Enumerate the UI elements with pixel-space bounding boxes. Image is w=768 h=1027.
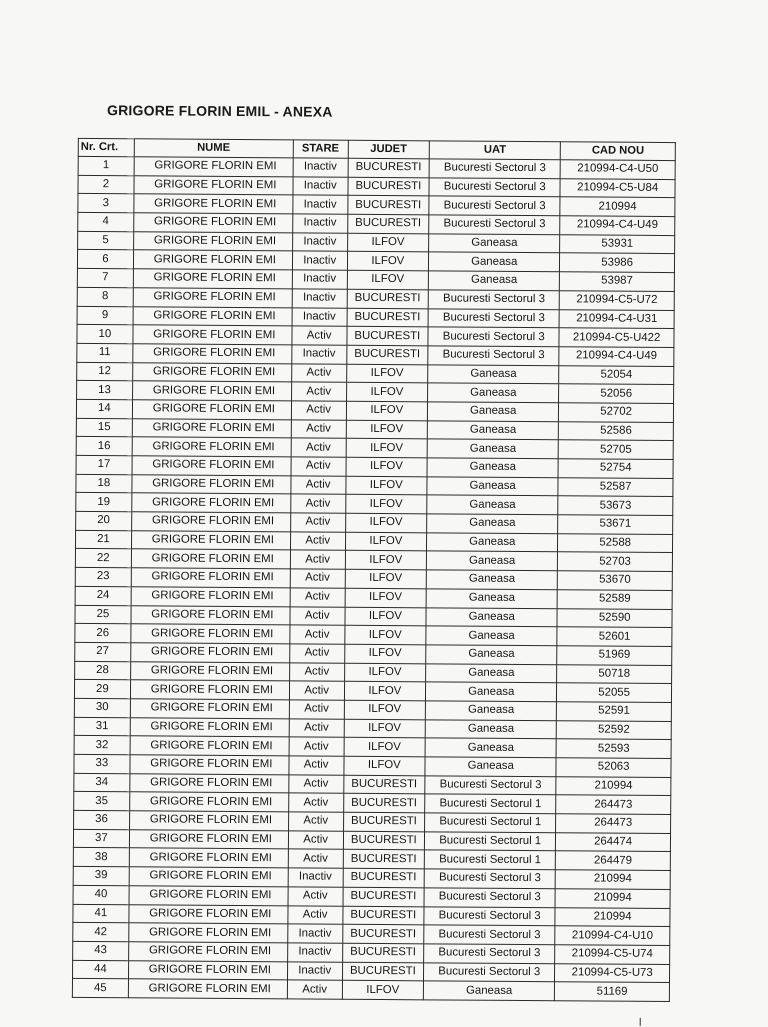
cell-judet: ILFOV bbox=[346, 364, 428, 383]
cell-uat: Bucuresti Sectorul 3 bbox=[429, 159, 560, 179]
cell-nr-crt: 34 bbox=[74, 773, 130, 792]
cell-uat: Bucuresti Sectorul 3 bbox=[424, 944, 555, 964]
header-cad-nou: CAD NOU bbox=[561, 142, 676, 161]
cell-uat: Ganeasa bbox=[425, 719, 556, 739]
cell-nr-crt: 3 bbox=[78, 194, 134, 213]
cell-cad-nou: 52703 bbox=[558, 552, 673, 571]
cell-cad-nou: 53987 bbox=[560, 272, 675, 291]
cell-nr-crt: 37 bbox=[73, 829, 129, 848]
cell-nume: GRIGORE FLORIN EMI bbox=[134, 194, 293, 214]
cell-cad-nou: 264473 bbox=[556, 814, 671, 833]
cell-nr-crt: 12 bbox=[77, 362, 133, 381]
cell-judet: ILFOV bbox=[345, 532, 427, 551]
cell-stare: Inactiv bbox=[288, 868, 343, 887]
cell-stare: Activ bbox=[289, 756, 344, 775]
cell-uat: Ganeasa bbox=[426, 663, 557, 683]
cell-cad-nou: 264479 bbox=[556, 851, 671, 870]
cell-uat: Ganeasa bbox=[426, 589, 557, 609]
cell-nume: GRIGORE FLORIN EMI bbox=[133, 250, 292, 270]
cell-judet: BUCURESTI bbox=[343, 775, 425, 794]
cell-uat: Bucuresti Sectorul 3 bbox=[424, 925, 555, 945]
cell-cad-nou: 52593 bbox=[556, 739, 671, 758]
cell-stare: Inactiv bbox=[287, 943, 342, 962]
cell-nume: GRIGORE FLORIN EMI bbox=[131, 549, 290, 569]
cell-cad-nou: 264474 bbox=[556, 832, 671, 851]
cell-nr-crt: 36 bbox=[74, 810, 130, 829]
cell-nume: GRIGORE FLORIN EMI bbox=[134, 175, 293, 195]
cell-judet: ILFOV bbox=[344, 663, 426, 682]
cell-stare: Inactiv bbox=[292, 289, 347, 308]
cell-stare: Inactiv bbox=[293, 177, 348, 196]
cell-uat: Ganeasa bbox=[425, 757, 556, 777]
cell-nr-crt: 27 bbox=[75, 642, 131, 661]
cell-nume: GRIGORE FLORIN EMI bbox=[133, 213, 292, 233]
cell-uat: Ganeasa bbox=[427, 551, 558, 571]
cell-cad-nou: 52588 bbox=[558, 534, 673, 553]
cell-uat: Bucuresti Sectorul 3 bbox=[428, 290, 559, 310]
cell-nr-crt: 21 bbox=[75, 530, 131, 549]
cell-uat: Ganeasa bbox=[426, 645, 557, 665]
cell-nume: GRIGORE FLORIN EMI bbox=[130, 699, 289, 719]
cell-nr-crt: 13 bbox=[77, 381, 133, 400]
cell-judet: BUCURESTI bbox=[348, 177, 430, 196]
cell-judet: BUCURESTI bbox=[342, 924, 424, 943]
cell-stare: Inactiv bbox=[287, 961, 342, 980]
cell-stare: Activ bbox=[291, 363, 346, 382]
cell-judet: BUCURESTI bbox=[343, 868, 425, 887]
cell-uat: Ganeasa bbox=[425, 738, 556, 758]
cell-uat: Ganeasa bbox=[426, 570, 557, 590]
cell-nume: GRIGORE FLORIN EMI bbox=[129, 867, 288, 887]
cell-cad-nou: 52754 bbox=[558, 459, 673, 478]
header-nr-crt: Nr. Crt. bbox=[78, 138, 134, 156]
cell-judet: ILFOV bbox=[345, 569, 427, 588]
cell-nr-crt: 38 bbox=[73, 848, 129, 867]
cell-nr-crt: 11 bbox=[77, 343, 133, 362]
cell-nume: GRIGORE FLORIN EMI bbox=[132, 362, 291, 382]
cell-nume: GRIGORE FLORIN EMI bbox=[129, 923, 288, 943]
cell-cad-nou: 210994-C5-U84 bbox=[560, 178, 675, 197]
cell-uat: Ganeasa bbox=[427, 514, 558, 534]
cell-nume: GRIGORE FLORIN EMI bbox=[131, 587, 290, 607]
cell-uat: Bucuresti Sectorul 3 bbox=[429, 196, 560, 216]
cell-nume: GRIGORE FLORIN EMI bbox=[131, 568, 290, 588]
cell-stare: Activ bbox=[289, 700, 344, 719]
cell-judet: ILFOV bbox=[347, 233, 429, 252]
cell-judet: BUCURESTI bbox=[343, 812, 425, 831]
cell-uat: Ganeasa bbox=[429, 252, 560, 272]
cell-cad-nou: 52063 bbox=[556, 758, 671, 777]
cell-stare: Inactiv bbox=[292, 270, 347, 289]
cell-nume: GRIGORE FLORIN EMI bbox=[130, 773, 289, 793]
cell-cad-nou: 53671 bbox=[558, 515, 673, 534]
cell-judet: ILFOV bbox=[345, 495, 427, 514]
cell-uat: Bucuresti Sectorul 3 bbox=[428, 327, 559, 347]
cell-cad-nou: 52056 bbox=[559, 384, 674, 403]
cell-stare: Activ bbox=[291, 494, 346, 513]
cell-nr-crt: 10 bbox=[77, 325, 133, 344]
page-corner-mark bbox=[640, 1018, 641, 1026]
cell-nr-crt: 29 bbox=[74, 680, 130, 699]
cell-judet: ILFOV bbox=[344, 682, 426, 701]
cell-cad-nou: 210994-C5-U74 bbox=[555, 945, 670, 964]
cell-cad-nou: 210994-C4-U50 bbox=[560, 160, 675, 179]
cell-nume: GRIGORE FLORIN EMI bbox=[132, 474, 291, 494]
cell-nume: GRIGORE FLORIN EMI bbox=[131, 605, 290, 625]
cell-nume: GRIGORE FLORIN EMI bbox=[132, 400, 291, 420]
cell-judet: BUCURESTI bbox=[342, 962, 424, 981]
cell-judet: BUCURESTI bbox=[347, 308, 429, 327]
cell-nr-crt: 30 bbox=[74, 698, 130, 717]
cell-stare: Activ bbox=[290, 588, 345, 607]
cell-judet: ILFOV bbox=[342, 981, 424, 1000]
cell-nume: GRIGORE FLORIN EMI bbox=[133, 269, 292, 289]
cell-uat: Ganeasa bbox=[428, 402, 559, 422]
cell-cad-nou: 52054 bbox=[559, 365, 674, 384]
cell-stare: Activ bbox=[288, 831, 343, 850]
table-row bbox=[72, 979, 669, 1002]
annex-table bbox=[72, 138, 676, 1002]
cell-nr-crt: 41 bbox=[73, 904, 129, 923]
cell-judet: ILFOV bbox=[343, 756, 425, 775]
cell-cad-nou: 51169 bbox=[555, 982, 670, 1001]
cell-nume: GRIGORE FLORIN EMI bbox=[133, 325, 292, 345]
cell-stare: Inactiv bbox=[292, 233, 347, 252]
cell-nr-crt: 5 bbox=[78, 231, 134, 250]
cell-nr-crt: 14 bbox=[76, 399, 132, 418]
cell-stare: Activ bbox=[290, 569, 345, 588]
cell-cad-nou: 210994-C4-U49 bbox=[560, 216, 675, 235]
cell-nr-crt: 22 bbox=[75, 549, 131, 568]
cell-cad-nou: 52592 bbox=[556, 720, 671, 739]
cell-uat: Bucuresti Sectorul 3 bbox=[428, 346, 559, 366]
cell-nr-crt: 7 bbox=[77, 269, 133, 288]
cell-nr-crt: 45 bbox=[72, 979, 128, 998]
cell-stare: Activ bbox=[290, 532, 345, 551]
cell-stare: Activ bbox=[292, 326, 347, 345]
cell-uat: Bucuresti Sectorul 3 bbox=[424, 888, 555, 908]
cell-nume: GRIGORE FLORIN EMI bbox=[128, 942, 287, 962]
cell-stare: Activ bbox=[290, 625, 345, 644]
cell-nr-crt: 43 bbox=[73, 941, 129, 960]
cell-judet: ILFOV bbox=[345, 551, 427, 570]
cell-nume: GRIGORE FLORIN EMI bbox=[130, 717, 289, 737]
cell-uat: Ganeasa bbox=[428, 271, 559, 291]
cell-judet: ILFOV bbox=[346, 401, 428, 420]
cell-nr-crt: 1 bbox=[78, 156, 134, 175]
cell-uat: Ganeasa bbox=[428, 383, 559, 403]
cell-stare: Inactiv bbox=[288, 924, 343, 943]
cell-judet: BUCURESTI bbox=[348, 158, 430, 177]
cell-judet: ILFOV bbox=[344, 719, 426, 738]
cell-nume: GRIGORE FLORIN EMI bbox=[130, 736, 289, 756]
cell-stare: Activ bbox=[291, 401, 346, 420]
cell-cad-nou: 53986 bbox=[560, 253, 675, 272]
cell-uat: Ganeasa bbox=[427, 533, 558, 553]
cell-nr-crt: 32 bbox=[74, 736, 130, 755]
cell-nume: GRIGORE FLORIN EMI bbox=[129, 848, 288, 868]
cell-nr-crt: 35 bbox=[74, 792, 130, 811]
cell-nume: GRIGORE FLORIN EMI bbox=[130, 643, 289, 663]
cell-cad-nou: 52702 bbox=[559, 403, 674, 422]
cell-nr-crt: 17 bbox=[76, 455, 132, 474]
header-nume: NUME bbox=[134, 139, 293, 158]
cell-cad-nou: 210994-C5-U73 bbox=[555, 963, 670, 982]
cell-nume: GRIGORE FLORIN EMI bbox=[129, 792, 288, 812]
cell-stare: Activ bbox=[289, 662, 344, 681]
cell-judet: ILFOV bbox=[344, 644, 426, 663]
header-stare: STARE bbox=[293, 140, 348, 158]
cell-stare: Activ bbox=[288, 793, 343, 812]
cell-nume: GRIGORE FLORIN EMI bbox=[133, 288, 292, 308]
cell-cad-nou: 210994-C5-U422 bbox=[559, 328, 674, 347]
cell-cad-nou: 210994 bbox=[555, 870, 670, 889]
cell-uat: Bucuresti Sectorul 3 bbox=[425, 776, 556, 796]
cell-uat: Bucuresti Sectorul 3 bbox=[429, 178, 560, 198]
cell-judet: ILFOV bbox=[344, 738, 426, 757]
cell-judet: ILFOV bbox=[345, 607, 427, 626]
header-uat: UAT bbox=[429, 141, 560, 160]
cell-cad-nou: 52705 bbox=[558, 440, 673, 459]
cell-nume: GRIGORE FLORIN EMI bbox=[129, 830, 288, 850]
cell-cad-nou: 52586 bbox=[559, 421, 674, 440]
cell-uat: Bucuresti Sectorul 1 bbox=[425, 813, 556, 833]
cell-judet: BUCURESTI bbox=[347, 214, 429, 233]
cell-nume: GRIGORE FLORIN EMI bbox=[133, 232, 292, 252]
cell-nr-crt: 28 bbox=[75, 661, 131, 680]
cell-uat: Ganeasa bbox=[425, 701, 556, 721]
cell-judet: ILFOV bbox=[346, 383, 428, 402]
cell-nume: GRIGORE FLORIN EMI bbox=[132, 437, 291, 457]
cell-cad-nou: 210994 bbox=[555, 889, 670, 908]
cell-nume: GRIGORE FLORIN EMI bbox=[130, 755, 289, 775]
cell-nume: GRIGORE FLORIN EMI bbox=[133, 344, 292, 364]
cell-nume: GRIGORE FLORIN EMI bbox=[132, 493, 291, 513]
cell-cad-nou: 52055 bbox=[557, 683, 672, 702]
cell-judet: BUCURESTI bbox=[346, 345, 428, 364]
cell-stare: Inactiv bbox=[293, 158, 348, 177]
cell-stare: Inactiv bbox=[292, 251, 347, 270]
cell-judet: BUCURESTI bbox=[343, 850, 425, 869]
cell-nume: GRIGORE FLORIN EMI bbox=[128, 979, 287, 999]
cell-stare: Activ bbox=[290, 550, 345, 569]
cell-nr-crt: 24 bbox=[75, 586, 131, 605]
cell-nr-crt: 18 bbox=[76, 474, 132, 493]
cell-uat: Ganeasa bbox=[423, 981, 554, 1001]
cell-cad-nou: 52589 bbox=[557, 590, 672, 609]
cell-judet: BUCURESTI bbox=[347, 289, 429, 308]
cell-cad-nou: 210994 bbox=[556, 776, 671, 795]
cell-stare: Activ bbox=[288, 887, 343, 906]
cell-stare: Activ bbox=[290, 606, 345, 625]
cell-judet: ILFOV bbox=[345, 476, 427, 495]
cell-cad-nou: 51969 bbox=[557, 646, 672, 665]
cell-nume: GRIGORE FLORIN EMI bbox=[134, 157, 293, 177]
cell-cad-nou: 50718 bbox=[557, 664, 672, 683]
cell-nume: GRIGORE FLORIN EMI bbox=[130, 680, 289, 700]
cell-judet: ILFOV bbox=[347, 252, 429, 271]
cell-nume: GRIGORE FLORIN EMI bbox=[132, 418, 291, 438]
cell-uat: Ganeasa bbox=[427, 477, 558, 497]
cell-cad-nou: 210994-C4-U31 bbox=[559, 309, 674, 328]
cell-nr-crt: 20 bbox=[76, 511, 132, 530]
document-title: GRIGORE FLORIN EMIL - ANEXA bbox=[107, 102, 333, 120]
cell-nume: GRIGORE FLORIN EMI bbox=[129, 811, 288, 831]
cell-nr-crt: 9 bbox=[77, 306, 133, 325]
cell-judet: ILFOV bbox=[344, 700, 426, 719]
cell-stare: Activ bbox=[290, 513, 345, 532]
cell-uat: Bucuresti Sectorul 1 bbox=[425, 794, 556, 814]
cell-nr-crt: 42 bbox=[73, 923, 129, 942]
cell-nume: GRIGORE FLORIN EMI bbox=[129, 886, 288, 906]
cell-nr-crt: 8 bbox=[77, 287, 133, 306]
header-judet: JUDET bbox=[348, 140, 430, 159]
cell-cad-nou: 53673 bbox=[558, 496, 673, 515]
cell-stare: Inactiv bbox=[292, 307, 347, 326]
cell-nr-crt: 4 bbox=[78, 212, 134, 231]
cell-cad-nou: 52590 bbox=[557, 608, 672, 627]
cell-cad-nou: 52601 bbox=[557, 627, 672, 646]
cell-uat: Ganeasa bbox=[428, 364, 559, 384]
cell-nume: GRIGORE FLORIN EMI bbox=[132, 381, 291, 401]
cell-stare: Activ bbox=[291, 382, 346, 401]
cell-judet: ILFOV bbox=[345, 513, 427, 532]
cell-judet: BUCURESTI bbox=[342, 906, 424, 925]
cell-judet: ILFOV bbox=[346, 420, 428, 439]
cell-uat: Ganeasa bbox=[427, 420, 558, 440]
cell-nume: GRIGORE FLORIN EMI bbox=[129, 904, 288, 924]
cell-stare: Activ bbox=[289, 775, 344, 794]
cell-uat: Ganeasa bbox=[429, 234, 560, 254]
cell-stare: Activ bbox=[291, 420, 346, 439]
cell-stare: Activ bbox=[288, 905, 343, 924]
cell-nume: GRIGORE FLORIN EMI bbox=[131, 531, 290, 551]
cell-cad-nou: 264473 bbox=[556, 795, 671, 814]
cell-cad-nou: 53670 bbox=[558, 571, 673, 590]
cell-stare: Activ bbox=[291, 457, 346, 476]
cell-uat: Bucuresti Sectorul 3 bbox=[429, 215, 560, 235]
cell-nr-crt: 33 bbox=[74, 754, 130, 773]
cell-nr-crt: 16 bbox=[76, 437, 132, 456]
cell-uat: Bucuresti Sectorul 1 bbox=[424, 850, 555, 870]
cell-stare: Activ bbox=[287, 980, 342, 999]
cell-nume: GRIGORE FLORIN EMI bbox=[133, 306, 292, 326]
cell-nr-crt: 2 bbox=[78, 175, 134, 194]
cell-uat: Ganeasa bbox=[427, 495, 558, 515]
cell-nr-crt: 25 bbox=[75, 605, 131, 624]
cell-uat: Ganeasa bbox=[427, 458, 558, 478]
cell-stare: Activ bbox=[291, 438, 346, 457]
cell-cad-nou: 53931 bbox=[560, 235, 675, 254]
cell-uat: Bucuresti Sectorul 3 bbox=[424, 906, 555, 926]
cell-uat: Ganeasa bbox=[426, 626, 557, 646]
cell-uat: Ganeasa bbox=[427, 439, 558, 459]
cell-judet: BUCURESTI bbox=[343, 831, 425, 850]
cell-nume: GRIGORE FLORIN EMI bbox=[131, 624, 290, 644]
cell-judet: ILFOV bbox=[346, 457, 428, 476]
cell-judet: BUCURESTI bbox=[347, 196, 429, 215]
cell-judet: ILFOV bbox=[346, 439, 428, 458]
cell-judet: BUCURESTI bbox=[343, 794, 425, 813]
cell-judet: BUCURESTI bbox=[343, 887, 425, 906]
cell-cad-nou: 210994-C5-U72 bbox=[559, 291, 674, 310]
cell-stare: Activ bbox=[291, 476, 346, 495]
table-body bbox=[72, 156, 675, 1001]
cell-stare: Inactiv bbox=[292, 345, 347, 364]
cell-judet: ILFOV bbox=[347, 270, 429, 289]
cell-cad-nou: 210994 bbox=[555, 907, 670, 926]
cell-nr-crt: 31 bbox=[74, 717, 130, 736]
cell-nr-crt: 44 bbox=[72, 960, 128, 979]
cell-stare: Activ bbox=[289, 737, 344, 756]
cell-uat: Ganeasa bbox=[426, 607, 557, 627]
cell-nr-crt: 26 bbox=[75, 624, 131, 643]
cell-stare: Activ bbox=[289, 719, 344, 738]
cell-nr-crt: 19 bbox=[76, 493, 132, 512]
cell-nr-crt: 23 bbox=[75, 568, 131, 587]
cell-stare: Activ bbox=[290, 644, 345, 663]
cell-stare: Inactiv bbox=[293, 195, 348, 214]
cell-cad-nou: 210994 bbox=[560, 197, 675, 216]
cell-judet: ILFOV bbox=[344, 625, 426, 644]
cell-nr-crt: 39 bbox=[73, 867, 129, 886]
cell-uat: Ganeasa bbox=[426, 682, 557, 702]
cell-nume: GRIGORE FLORIN EMI bbox=[132, 456, 291, 476]
cell-nr-crt: 15 bbox=[76, 418, 132, 437]
cell-nr-crt: 40 bbox=[73, 885, 129, 904]
cell-nume: GRIGORE FLORIN EMI bbox=[131, 512, 290, 532]
cell-cad-nou: 52591 bbox=[557, 702, 672, 721]
cell-uat: Bucuresti Sectorul 1 bbox=[425, 832, 556, 852]
cell-stare: Inactiv bbox=[293, 214, 348, 233]
cell-stare: Activ bbox=[288, 812, 343, 831]
cell-nume: GRIGORE FLORIN EMI bbox=[130, 661, 289, 681]
cell-cad-nou: 210994-C4-U10 bbox=[555, 926, 670, 945]
cell-cad-nou: 210994-C4-U49 bbox=[559, 347, 674, 366]
cell-uat: Bucuresti Sectorul 3 bbox=[424, 869, 555, 889]
cell-nume: GRIGORE FLORIN EMI bbox=[128, 960, 287, 980]
cell-uat: Bucuresti Sectorul 3 bbox=[424, 962, 555, 982]
cell-stare: Activ bbox=[288, 849, 343, 868]
cell-stare: Activ bbox=[289, 681, 344, 700]
cell-nr-crt: 6 bbox=[77, 250, 133, 269]
cell-uat: Bucuresti Sectorul 3 bbox=[428, 308, 559, 328]
cell-judet: BUCURESTI bbox=[346, 326, 428, 345]
cell-cad-nou: 52587 bbox=[558, 477, 673, 496]
cell-judet: BUCURESTI bbox=[342, 943, 424, 962]
cell-judet: ILFOV bbox=[345, 588, 427, 607]
